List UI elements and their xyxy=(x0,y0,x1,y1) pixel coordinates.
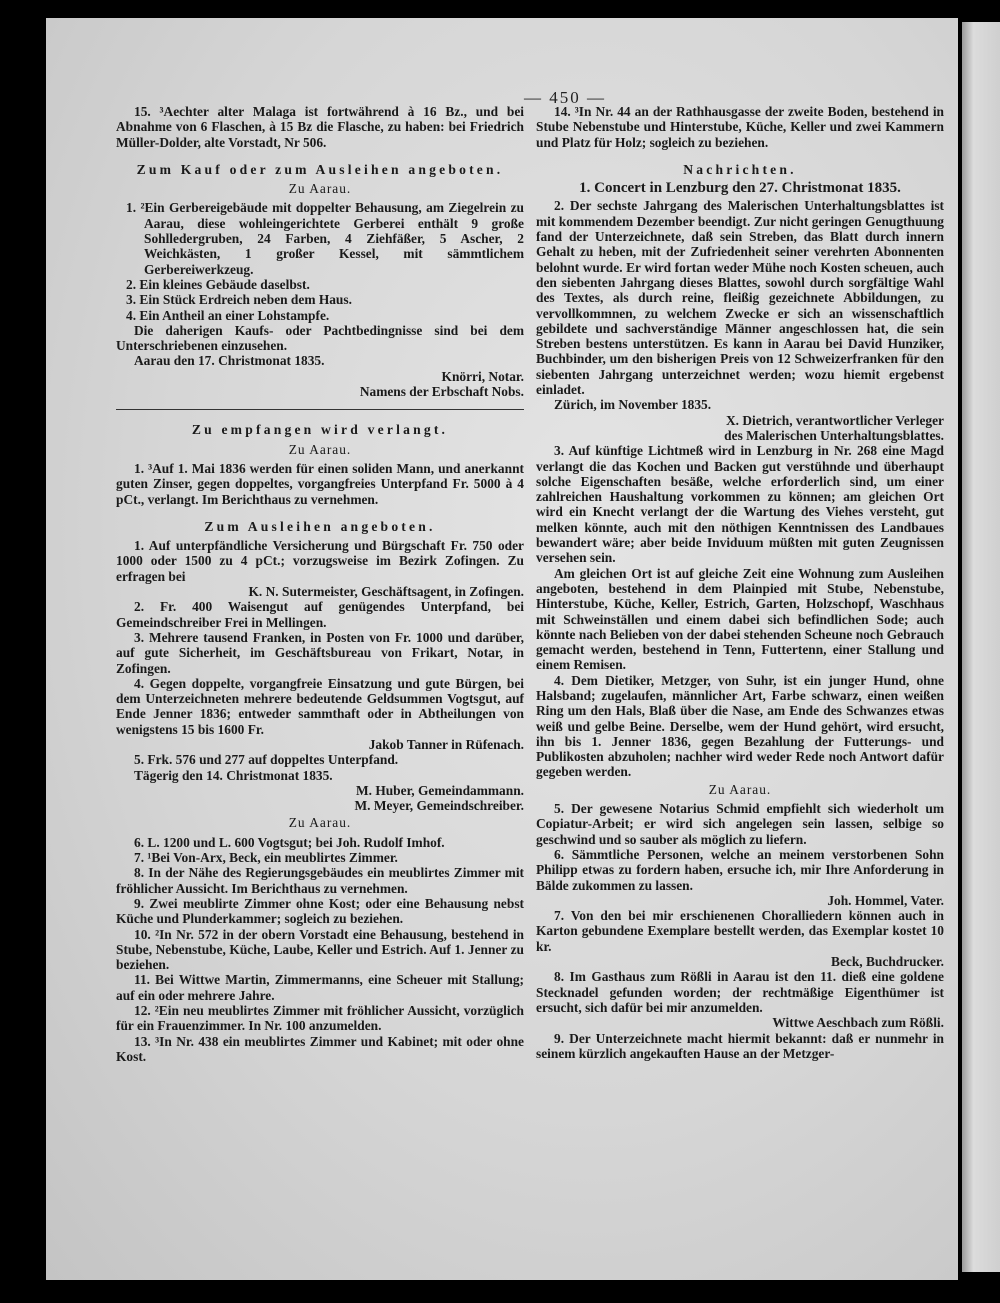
right-column xyxy=(536,104,944,1061)
paragraph: 10. ²In Nr. 572 in der obern Vorstadt eine Behausung, bestehend in Stube, Nebenstube, Küche, Laube, Keller und Estrich. Auf 1. Jenner zu beziehen. xyxy=(116,926,524,973)
place-subheading: Zu Aarau. xyxy=(288,181,352,197)
notice-heading: 1. Concert in Lenzburg den 27. Christmonat 1835. xyxy=(579,180,901,197)
paragraph: 2. Fr. 400 Waisengut auf genügendes Unterpfand, bei Gemeindschreiber Frei in Mellingen. xyxy=(116,599,524,630)
place-subheading: Zu Aarau. xyxy=(708,781,772,797)
paragraph: 5. Frk. 576 und 277 auf doppeltes Unterpfand. xyxy=(134,752,399,768)
signature-line: K. N. Sutermeister, Geschäftsagent, in Zofingen. xyxy=(248,584,524,600)
adjacent-page-edge xyxy=(962,22,1000,1272)
paragraph: 2. Der sechste Jahrgang des Malerischen Unterhaltungsblattes ist mit kommendem Dezember beendigt. Zur nicht geringen Genugthuung fand der Unterzeichnete, daß sein Streben, das Blatt durch innern Gehalt zu heben, mit der Zufriedenheit seiner verehrten Abonnenten belohnt wurde. Er wird fortan weder Mühe noch Kosten scheuen, auch den siebenten Jahrgang dieses Blattes, sowohl durch sorgfältige Wahl des Textes, als durch reine, fleißig gezeichnete Abbildungen, zu vervollkommnen, zu welchem Zwecke er sich an wissenschaftlich gebildete und sachverständige Männer angeschlossen hat, die sein Streben bestens unterstützen. Es kann in Aarau bei David Hunziker, Buchbinder, um den bisherigen Preis von 12 Schweizerfranken für den siebenten Jahrgang unterzeichnet werden; wozu hiemit ergebenst einladet. xyxy=(536,198,944,398)
divider-rule xyxy=(116,409,524,410)
signature-line: X. Dietrich, verantwortlicher Verleger xyxy=(725,412,944,428)
section-heading: Zum Ausleihen angeboten. xyxy=(204,518,436,534)
paragraph: 8. In der Nähe des Regierungsgebäudes ein meublirtes Zimmer mit fröhlicher Aussicht. Im Berichthaus zu vernehmen. xyxy=(116,865,524,896)
place-subheading: Zu Aarau. xyxy=(288,815,352,831)
paragraph: Zürich, im November 1835. xyxy=(554,397,712,413)
paragraph: 9. Der Unterzeichnete macht hiermit bekannt: daß er nunmehr in seinem kürzlich angekauften Hause an der Metzger- xyxy=(536,1030,944,1061)
signature-line: Namens der Erbschaft Nobs. xyxy=(359,384,524,400)
paragraph: 7. ¹Bei Von-Arx, Beck, ein meublirtes Zimmer. xyxy=(134,850,398,866)
signature-line: Wittwe Aeschbach zum Rößli. xyxy=(772,1015,944,1031)
paragraph: 12. ²Ein neu meublirtes Zimmer mit fröhlicher Aussicht, vorzüglich für ein Frauenzimmer. In Nr. 100 anzumelden. xyxy=(116,1003,524,1034)
list-item: 2. Ein kleines Gebäude daselbst. xyxy=(126,276,310,292)
list-item: 1. ²Ein Gerbereigebäude mit doppelter Behausung, am Ziegelrein zu Aarau, diese wohleingerichtete Gerberei enthält 9 große Sohlledergruben, 24 Farben, 4 Ziehfäßer, 5 Ascher, 2 Weichkästen, 1 großer Kessel, mit sämmtlichem Gerbereiwerkzeug. xyxy=(126,200,524,277)
paragraph: Die daherigen Kaufs- oder Pachtbedingnisse sind bei dem Unterschriebenen einzusehen. xyxy=(116,322,524,354)
paragraph: 8. Im Gasthaus zum Rößli in Aarau ist den 11. dieß eine goldene Stecknadel gefunden worden; der rechtmäßige Eigenthümer ist ersucht, sich dafür bei mir anzumelden. xyxy=(536,969,944,1015)
list-item: 4. Ein Antheil an einer Lohstampfe. xyxy=(126,307,330,323)
signature-line: Beck, Buchdrucker. xyxy=(831,954,944,970)
section-heading: Zu empfangen wird verlangt. xyxy=(191,422,449,438)
section-heading: Zum Kauf oder zum Ausleihen angeboten. xyxy=(136,161,504,177)
paragraph: 1. ³Auf 1. Mai 1836 werden für einen soliden Mann, und anerkannt guten Zinser, gegen doppeltes, vorgangfreies Unterpfand Fr. 5000 à 4 pCt., verlangt. Im Berichthaus zu vernehmen. xyxy=(116,460,524,507)
paragraph: Am gleichen Ort ist auf gleiche Zeit eine Wohnung zum Ausleihen angeboten, bestehend in dem Plainpied mit Stube, Nebenstube, Hinterstube, Küche, Keller, Estrich, Garten, Holzschopf, Waschhaus mit Schweinställen und einem dabei sich befindlichen Sode; auch könnte nach Belieben von der dabei stehenden Scheune noch Gebrauch gemacht werden, bestehend in Tenn, Futtertenn, einer Stallung und einem Remisen. xyxy=(536,565,944,673)
section-heading: Nachrichten. xyxy=(683,161,797,177)
signature-line: Knörri, Notar. xyxy=(441,368,524,384)
paragraph: 14. ³In Nr. 44 an der Rathhausgasse der zweite Boden, bestehend in Stube Nebenstube und Hinterstube, Küche, Keller und zwei Kammern und Platz für Holz; sogleich zu beziehen. xyxy=(536,104,944,150)
paragraph: 5. Der gewesene Notarius Schmid empfiehlt sich wiederholt um Copiatur-Arbeit; er wird sich angelegen sein lassen, selbige so geschwind und so sauber als möglich zu liefern. xyxy=(536,801,944,847)
paragraph: 1. Auf unterpfändliche Versicherung und Bürgschaft Fr. 750 oder 1000 oder 1500 zu 4 pCt.; vorzugsweise im Bezirk Zofingen. Zu erfragen bei xyxy=(116,538,524,584)
paragraph: 13. ³In Nr. 438 ein meublirtes Zimmer und Kabinet; mit oder ohne Kost. xyxy=(116,1033,524,1064)
paragraph: 4. Gegen doppelte, vorgangfreie Einsatzung und gute Bürgen, bei dem Unterzeichneten mehrere bedeutende Geldsummen Vogtsgut, auf Ende Jenner 1836; entweder sammthaft oder in Abtheilungen von wenigstens 15 bis 1600 Fr. xyxy=(116,675,524,737)
paragraph: 9. Zwei meublirte Zimmer ohne Kost; oder eine Behausung nebst Küche und Plunderkammer; sogleich zu beziehen. xyxy=(116,895,524,927)
signature-line: M. Meyer, Gemeindschreiber. xyxy=(354,798,524,814)
signature-line: M. Huber, Gemeindammann. xyxy=(355,782,524,798)
paragraph: 4. Dem Dietiker, Metzger, von Suhr, ist ein junger Hund, ohne Halsband; zugelaufen, männlicher Art, Farbe schwarz, einen weißen Ring um den Hals, Blaß über die Nase, am Ende des Schwanzes etwas weiß und gelbe Beine. Derselbe, wem der Hund gehört, wird ersucht, ihn bis 1. Jenner 1836, gegen Bezahlung der Futterungs- und Publikosten abzuholen; nachher wird weder Rede noch Antwort dafür gegeben werden. xyxy=(536,672,944,780)
signature-line: Joh. Hommel, Vater. xyxy=(827,892,944,908)
signature-line: des Malerischen Unterhaltungsblattes. xyxy=(724,427,944,443)
paragraph: 15. ³Aechter alter Malaga ist fortwährend à 16 Bz., und bei Abnahme von 6 Flaschen, à 15 Bz die Flasche, zu haben: bei Friedrich Müller-Dolder, alte Vorstadt, Nr 506. xyxy=(116,104,524,150)
paragraph: 7. Von den bei mir erschienenen Choralliedern können auch in Karton gebundene Exemplare bestellt werden, das Exemplar kostet 10 kr. xyxy=(536,908,944,954)
signature-line: Jakob Tanner in Rüfenach. xyxy=(368,736,524,752)
paragraph: 11. Bei Wittwe Martin, Zimmermanns, eine Scheuer mit Stallung; auf ein oder mehrere Jahre. xyxy=(116,972,524,1003)
list-item: 3. Ein Stück Erdreich neben dem Haus. xyxy=(126,292,352,308)
paragraph: Aarau den 17. Christmonat 1835. xyxy=(134,353,325,369)
page-number: — 450 — xyxy=(524,88,606,107)
paragraph: 6. L. 1200 und L. 600 Vogtsgut; bei Joh. Rudolf Imhof. xyxy=(134,834,445,850)
left-column xyxy=(116,104,524,1064)
paragraph: Tägerig den 14. Christmonat 1835. xyxy=(134,767,333,783)
paragraph: 3. Mehrere tausend Franken, in Posten von Fr. 1000 und darüber, auf gute Sicherheit, im Geschäftsbureau von Frikart, Notar, in Zofingen. xyxy=(116,629,524,676)
paragraph: 3. Auf künftige Lichtmeß wird in Lenzburg in Nr. 268 eine Magd verlangt die das Kochen und Backen gut verstühnde und überhaupt solche Eigenschaften besäße, welche erforderlich sind, um einer zahlreichen Haushaltung vorkommen zu können; am gleichen Ort wird ein Knecht verlangt der die Wartung des Viehes versteht, gut melken könnte, auch mit den nöthigen Kenntnissen des Landbaues bewandert wäre; aber beide Inviduum müßten mit guten Zeugnissen versehen sein. xyxy=(536,443,944,566)
place-subheading: Zu Aarau. xyxy=(288,441,352,457)
paragraph: 6. Sämmtliche Personen, welche an meinem verstorbenen Sohn Philipp etwas zu fordern haben, ersuche ich, mir Ihre Anforderung in Bälde zukommen zu lassen. xyxy=(536,846,944,893)
